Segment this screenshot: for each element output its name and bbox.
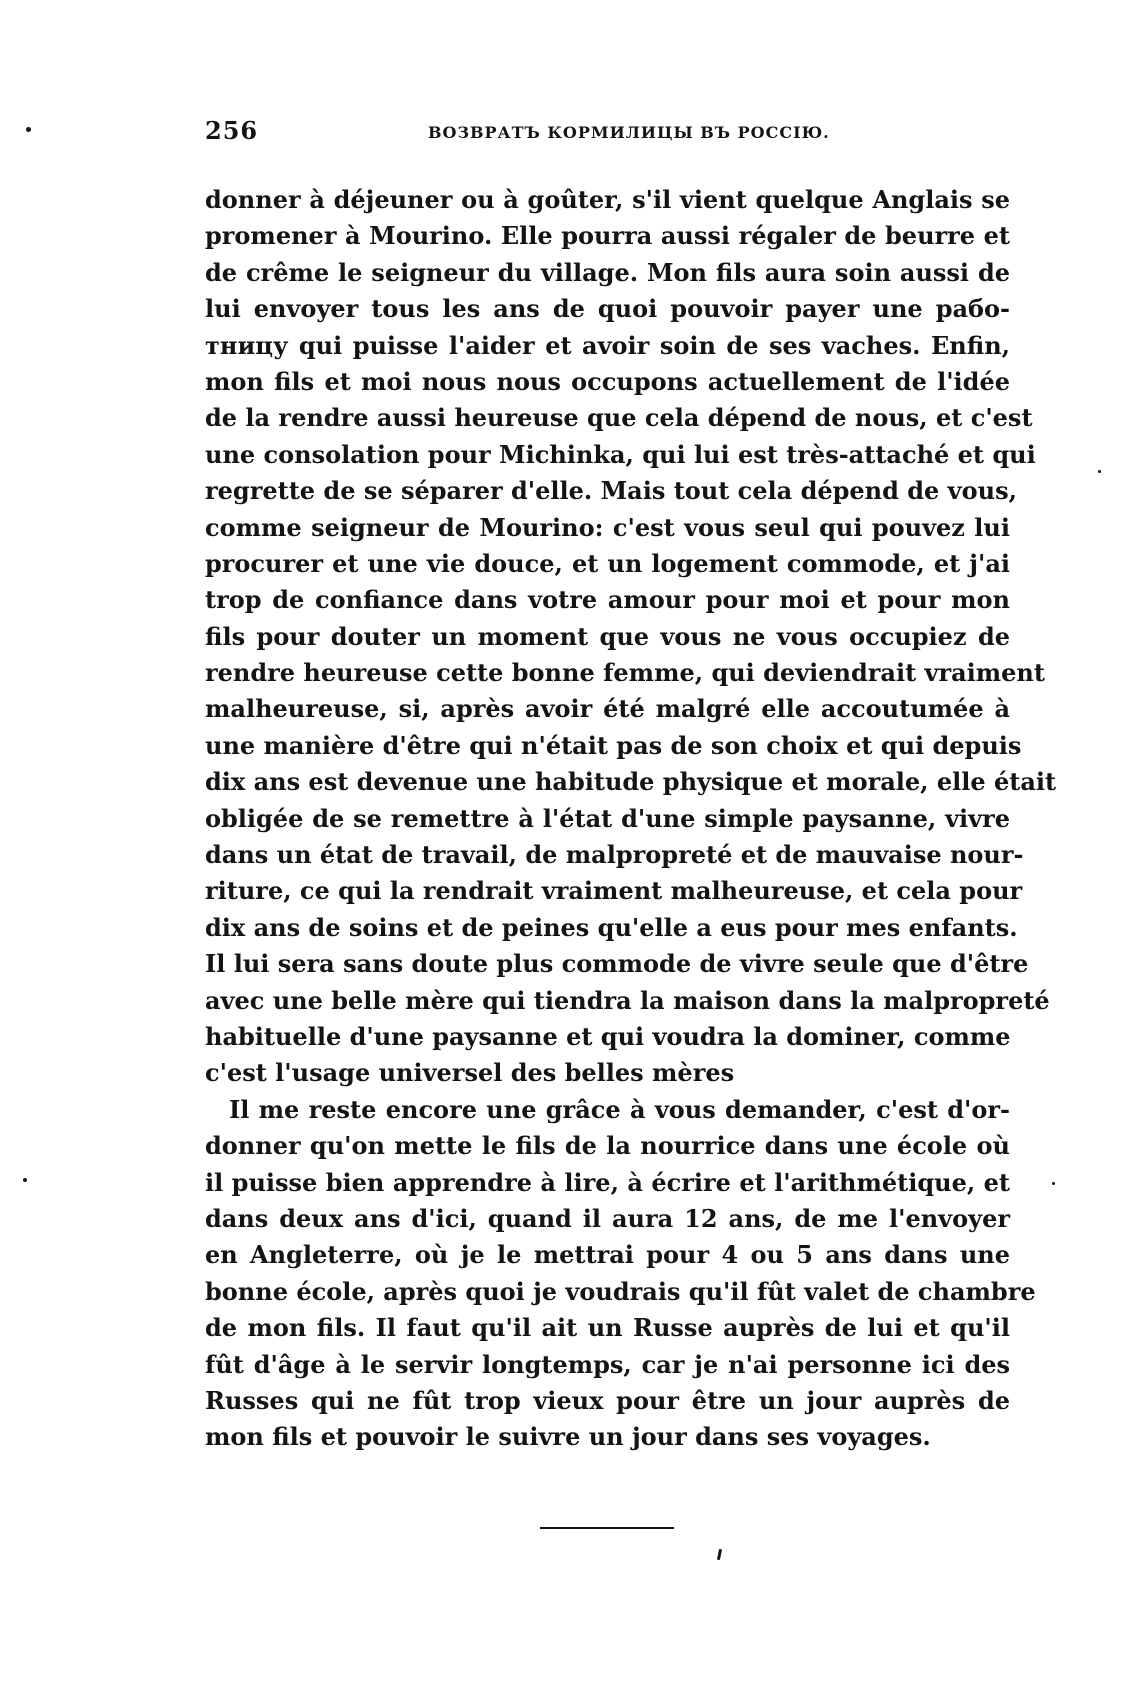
text-line: dix ans est devenue une habitude physique et morale, elle était: [205, 767, 1057, 797]
text-line: habituelle d'une paysanne et qui voudra la dominer, comme: [205, 1021, 1011, 1051]
scan-speck: [1098, 470, 1101, 473]
text-line: lui envoyer tous les ans de quoi pouvoir payer une рабо-: [205, 294, 1010, 324]
text-line: Il lui sera sans doute plus commode de vivre seule que d'être: [205, 949, 1029, 979]
page-number: 256: [205, 116, 259, 145]
text-line: riture, ce qui la rendrait vraiment malheureuse, et cela pour: [205, 876, 1023, 906]
end-rule: [540, 1527, 674, 1529]
text-line: malheureuse, si, après avoir été malgré elle accoutumée à: [205, 694, 1010, 724]
scan-speck: [23, 1178, 27, 1182]
text-line: regrette de se séparer d'elle. Mais tout cela dépend de vous,: [205, 476, 1017, 506]
text-line: fils pour douter un moment que vous ne vous occupiez de: [205, 621, 1010, 651]
text-line: de crême le seigneur du village. Mon fils aura soin aussi de: [205, 257, 1010, 287]
text-line: obligée de se remettre à l'état d'une simple paysanne, vivre: [205, 803, 1010, 833]
text-line: en Angleterre, où je le mettrai pour 4 ou 5 ans dans une: [205, 1240, 1010, 1270]
text-line: dix ans de soins et de peines qu'elle a eus pour mes enfants.: [205, 912, 1018, 942]
text-line: une manière d'être qui n'était pas de son choix et qui depuis: [205, 730, 1022, 760]
scan-speck: [26, 127, 31, 132]
running-head: ВОЗВРАТЪ КОРМИЛИЦЫ ВЪ РОССІЮ.: [428, 123, 830, 142]
scan-speck: [1052, 1182, 1055, 1185]
paragraph-2: [205, 1092, 1036, 1456]
text-line: rendre heureuse cette bonne femme, qui deviendrait vraiment: [205, 658, 1045, 688]
text-line: donner à déjeuner ou à goûter, s'il vient quelque Anglais se: [205, 185, 1010, 214]
text-line: dans deux ans d'ici, quand il aura 12 ans, de me l'envoyer: [205, 1203, 1010, 1233]
text-line: bonne école, après quoi je voudrais qu'il fût valet de chambre: [205, 1276, 1036, 1306]
text-line: il puisse bien apprendre à lire, à écrire et l'arithmétique, et: [205, 1167, 1010, 1197]
text-line: une consolation pour Michinka, qui lui est très-attaché et qui: [205, 439, 1036, 469]
text-line: donner qu'on mette le fils de la nourrice dans une école où: [205, 1131, 1010, 1161]
text-line: de la rendre aussi heureuse que cela dépend de nous, et c'est: [205, 403, 1033, 433]
text-line: fût d'âge à le servir longtemps, car je n'ai personne ici des: [205, 1349, 1010, 1379]
text-line: dans un état de travail, de malpropreté et de mauvaise nour-: [205, 840, 1024, 870]
text-line: c'est l'usage universel des belles mères: [205, 1058, 735, 1088]
scan-speck: [717, 1549, 722, 1560]
text-line: trop de confiance dans votre amour pour moi et pour mon: [205, 585, 1010, 615]
text-line: mon fils et pouvoir le suivre un jour dans ses voyages.: [205, 1422, 931, 1452]
body-text: [205, 182, 1057, 1456]
page-header: [205, 110, 1030, 150]
text-line: comme seigneur de Mourino: c'est vous seul qui pouvez lui: [205, 512, 1010, 542]
paragraph-1: [205, 182, 1057, 1092]
text-line: Il me reste encore une grâce à vous demander, c'est d'or-: [229, 1094, 1010, 1124]
text-line: Russes qui ne fût trop vieux pour être un jour auprès de: [205, 1385, 1010, 1415]
text-line: de mon fils. Il faut qu'il ait un Russe auprès de lui et qu'il: [205, 1313, 1010, 1343]
text-line: procurer et une vie douce, et un logement commode, et j'ai: [205, 548, 1010, 578]
text-line: promener à Mourino. Elle pourra aussi régaler de beurre et: [205, 221, 1010, 251]
text-line: mon fils et moi nous nous occupons actuellement de l'idée: [205, 366, 1010, 396]
text-line: тницу qui puisse l'aider et avoir soin de ses vaches. Enfin,: [205, 330, 1010, 360]
text-line: avec une belle mère qui tiendra la maison dans la malpropreté: [205, 985, 1050, 1015]
